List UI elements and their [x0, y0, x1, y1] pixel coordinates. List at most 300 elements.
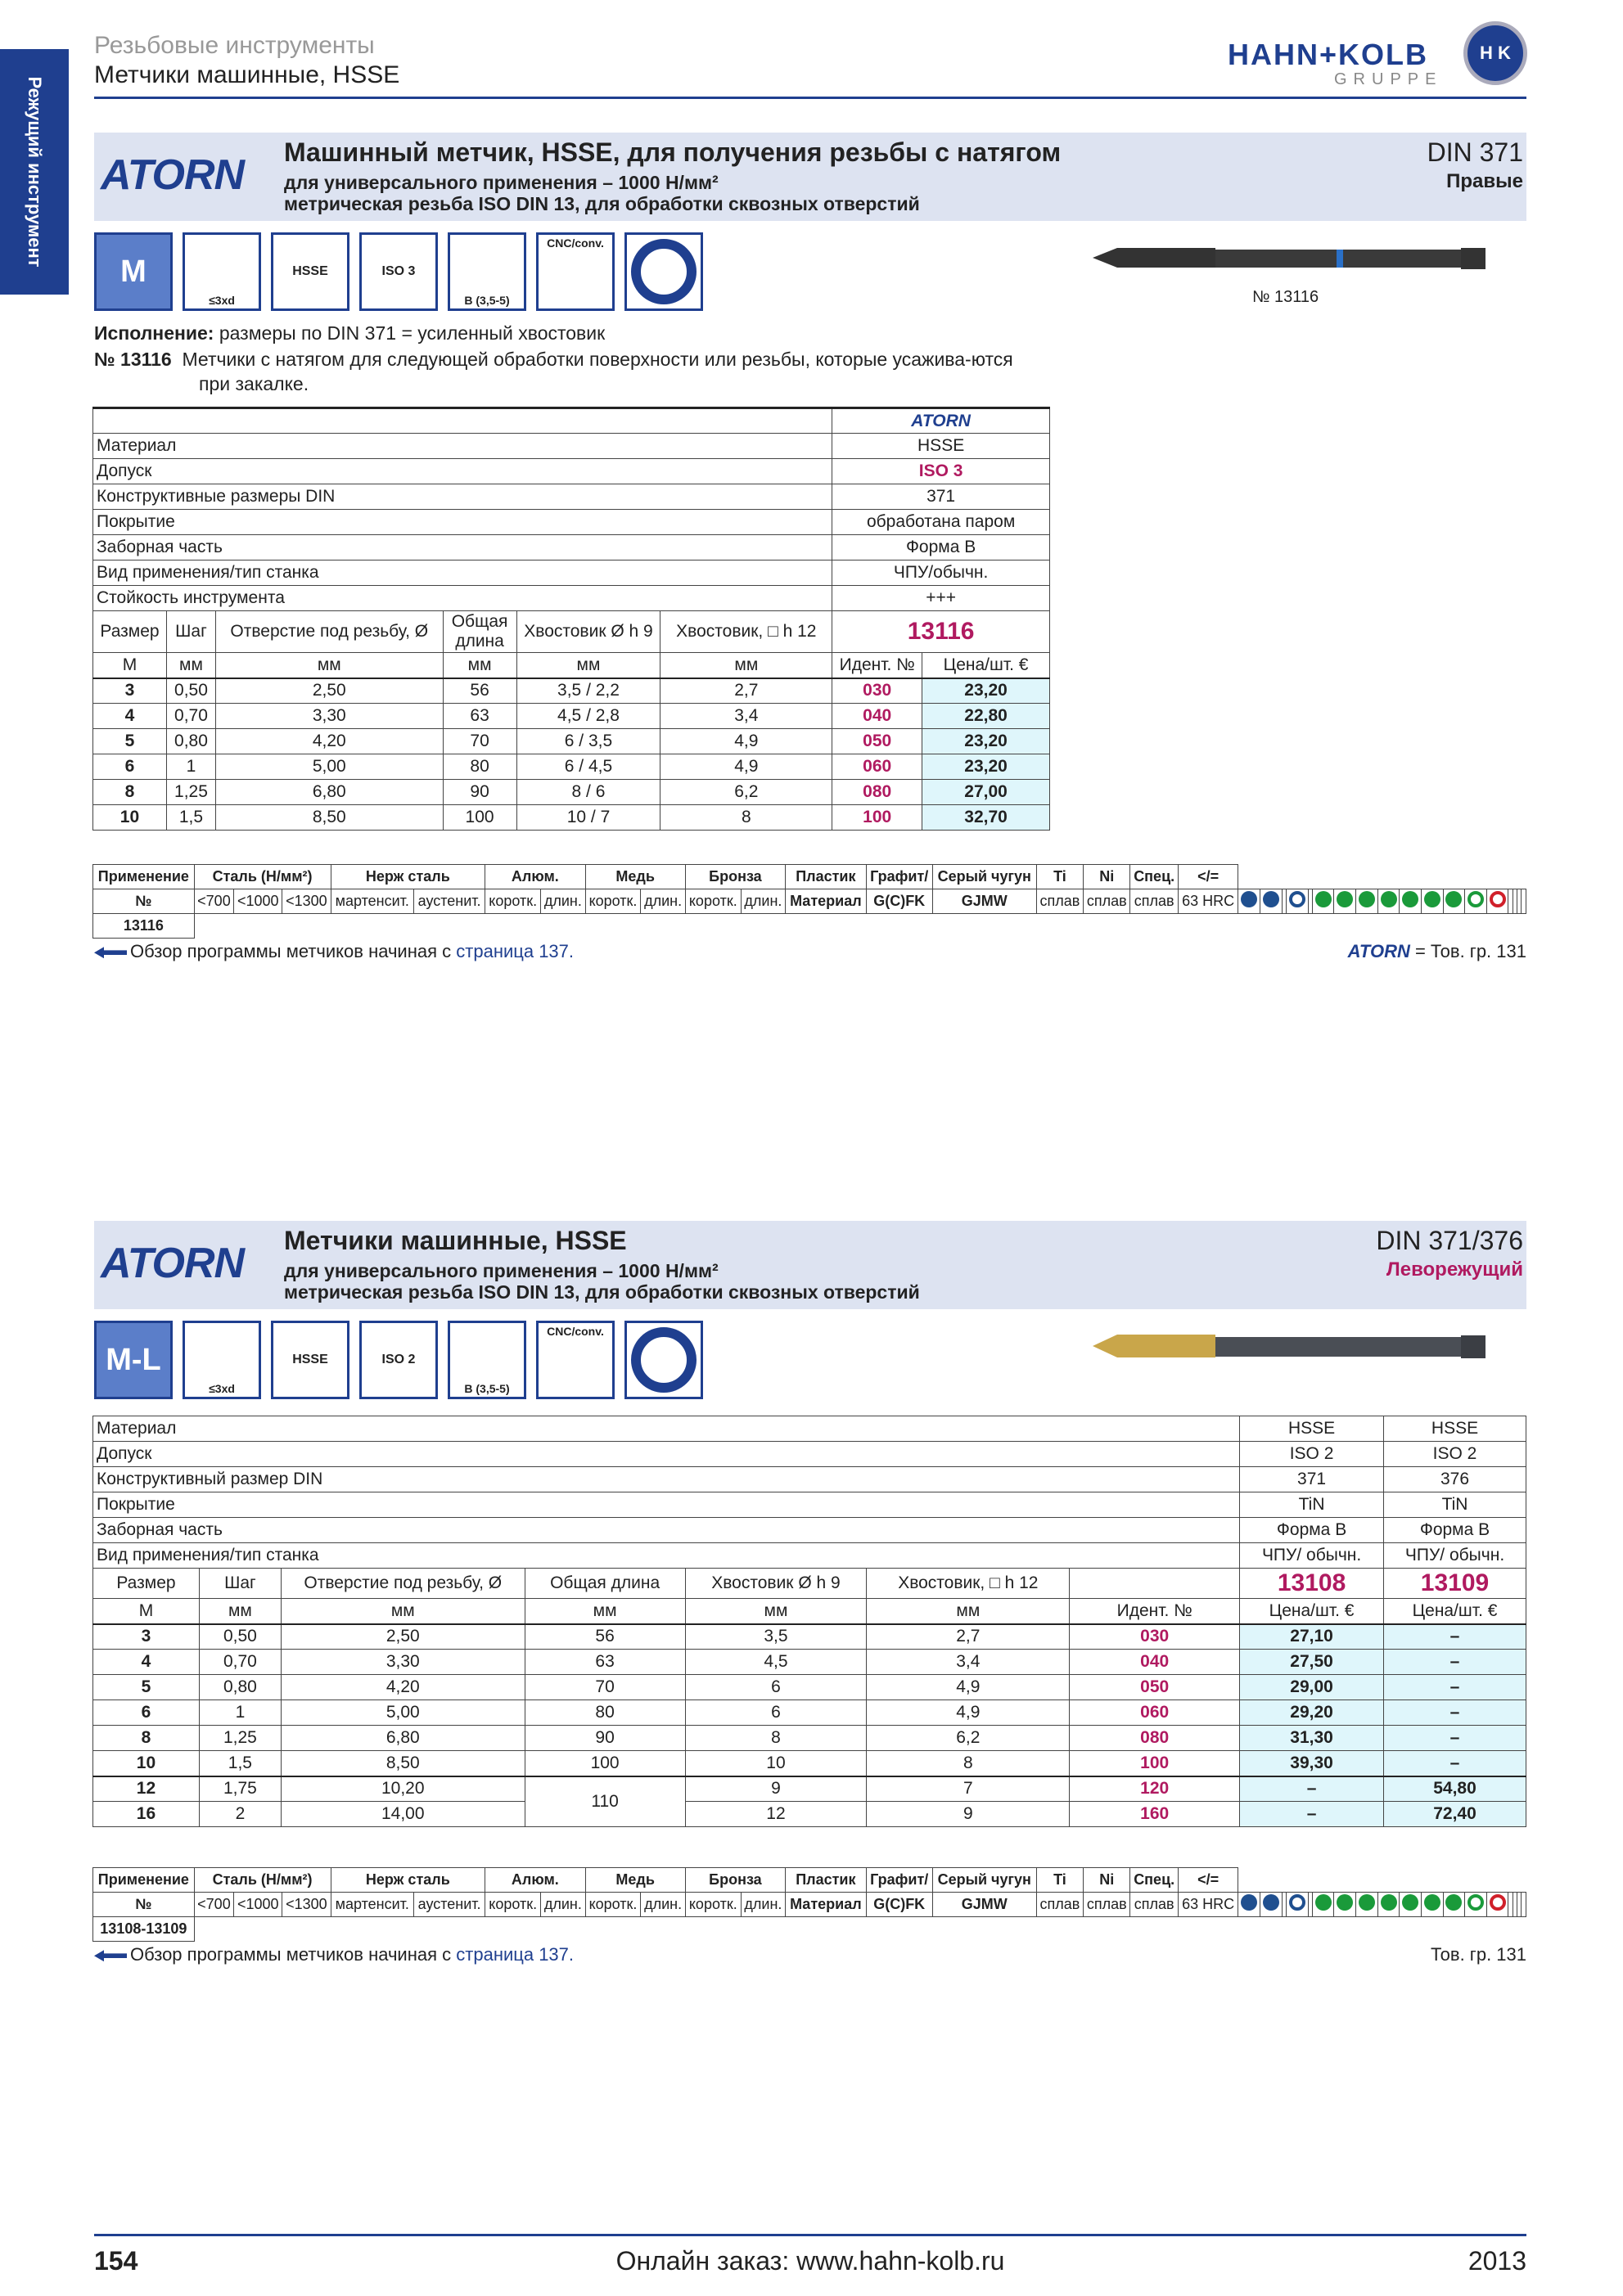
- table-cell: 3,4: [660, 704, 832, 729]
- table-cell: 10: [93, 1751, 200, 1776]
- app-subheader-cell: длин.: [741, 1893, 785, 1917]
- table-cell: 12: [685, 1802, 867, 1827]
- table-cell: 10 / 7: [516, 805, 660, 831]
- app-header-cell: Пластик: [786, 865, 867, 889]
- table-cell: 80: [525, 1700, 685, 1726]
- s1-note1: Исполнение: размеры по DIN 371 = усиленный хвостовик: [94, 322, 606, 344]
- app-header-cell: Графит/: [866, 1868, 932, 1893]
- suitability-dot-icon: [1490, 891, 1506, 907]
- app-header-cell: Сталь (Н/мм²): [194, 865, 331, 889]
- table-cell: 7: [867, 1776, 1070, 1802]
- app-subheader-cell: сплав: [1130, 1893, 1179, 1917]
- table-cell: 4: [93, 704, 167, 729]
- suitability-dot-icon: [1289, 891, 1305, 907]
- table-cell: 23,20: [922, 678, 1050, 704]
- s1-table: ATORN Материал HSSE Допуск ISO 3 Конструктивные размеры DIN 371 Покрытие обработана паром Заборная часть Форма B Вид применения/тип станка ЧПУ/обычн. Стойкость инструмента +++ Размер Шаг Отверстие под резьбу, Ø Общая длина Хвостовик Ø h 9 Хвостовик, □ h 12 13116 M мм мм мм мм мм Идент. № Цена/шт. € 3 0,50 2,50 56 3,5 / 2,2 2,7 030 23,20 4 0,70 3,30 63 4,5 / 2,8 3,4 040 22,80 5 0,80 4,20 70 6 / 3,5 4,9 050 23,20 6 1 5,00 80 6 / 4,5 4,9 060 23,20 8 1,25 6,80 90 8 / 6 6,2 080 27,00 10 1,5 8,50 100 10 / 7 8 100 32,70: [92, 407, 1050, 831]
- app-mark-cell: [1421, 1893, 1443, 1917]
- prop-name: Заборная часть: [93, 535, 832, 560]
- app-header-cell: Медь: [585, 1868, 685, 1893]
- app-mark-cell: [1238, 1893, 1260, 1917]
- app-header-cell: Графит/: [866, 865, 932, 889]
- app-header-cell: Спец.: [1130, 865, 1179, 889]
- suitability-dot-icon: [1424, 891, 1440, 907]
- s1-footnote: Обзор программы метчиков начиная с страница 137.: [94, 941, 574, 962]
- app-subheader-cell: аустенит.: [413, 1893, 485, 1917]
- table-cell: 120: [1070, 1776, 1240, 1802]
- suitability-dot-icon: [1490, 1894, 1506, 1911]
- table-cell: 030: [1070, 1624, 1240, 1650]
- suitability-dot-icon: [1402, 891, 1418, 907]
- table-row: [93, 1675, 1526, 1700]
- table-cell: 3,30: [281, 1650, 525, 1675]
- table-cell: 4,9: [867, 1675, 1070, 1700]
- prop-value: HSSE: [832, 434, 1050, 459]
- table-cell: 1,75: [199, 1776, 281, 1802]
- table-row: [93, 780, 1050, 805]
- table-cell: 3: [93, 678, 167, 704]
- table-row: [93, 805, 1050, 831]
- table-cell: 8,50: [215, 805, 443, 831]
- s2-application-table: [92, 1867, 1526, 1942]
- table-cell: 8,50: [281, 1751, 525, 1776]
- table-cell: 5,00: [215, 754, 443, 780]
- table-cell: 1,5: [199, 1751, 281, 1776]
- prop-value: Форма B: [832, 535, 1050, 560]
- app-subheader-cell: Материал: [786, 889, 867, 914]
- suitability-dot-icon: [1424, 1894, 1440, 1911]
- app-subheader-cell: длин.: [741, 889, 785, 914]
- table-cell: 110: [525, 1776, 685, 1827]
- through-hole-icon: [624, 1321, 703, 1399]
- section1-band: [94, 133, 1526, 221]
- app-header-cell: Ti: [1036, 865, 1083, 889]
- table-cell: 8: [867, 1751, 1070, 1776]
- form-m-icon: M: [94, 232, 173, 311]
- suitability-dot-icon: [1445, 891, 1462, 907]
- app-header-row: [93, 1868, 1526, 1893]
- table-cell: 6,80: [281, 1726, 525, 1751]
- app-mark-cell: [1421, 889, 1443, 914]
- atorn-logo: ATORN: [101, 151, 245, 199]
- chamfer-icon: B (3,5-5): [448, 1321, 526, 1399]
- prop-name: Заборная часть: [93, 1518, 1240, 1543]
- app-subheader-cell: мартенсит.: [331, 889, 413, 914]
- depth-icon: ≤3xd: [183, 232, 261, 311]
- s1-note2: № 13116 Метчики с натягом для следующей обработки поверхности или резьбы, которые усажива-ются при закалке.: [94, 349, 1013, 394]
- prop-value: ISO 3: [832, 459, 1050, 484]
- table-cell: 32,70: [922, 805, 1050, 831]
- s1-sub2: метрическая резьба ISO DIN 13, для обработки сквозных отверстий: [284, 193, 920, 214]
- table-cell: 6: [93, 754, 167, 780]
- table-cell: 4,5: [685, 1650, 867, 1675]
- suitability-dot-icon: [1315, 891, 1332, 907]
- app-mark-cell: [1260, 1893, 1283, 1917]
- table-cell: 6: [93, 1700, 200, 1726]
- app-subheader-cell: коротк.: [685, 1893, 741, 1917]
- suitability-dot-icon: [1263, 1894, 1279, 1911]
- table-cell: 0,80: [199, 1675, 281, 1700]
- table-cell: 1,25: [199, 1726, 281, 1751]
- prop-name: Материал: [93, 1416, 1240, 1442]
- s2-direction: Леворежущий: [1386, 1258, 1523, 1281]
- table-row: [93, 678, 1050, 704]
- app-header-cell: Медь: [585, 865, 685, 889]
- app-mark-cell: [1312, 1893, 1334, 1917]
- table-cell: 4,5 / 2,8: [516, 704, 660, 729]
- prop-name: Допуск: [93, 459, 832, 484]
- col-header: Отверстие под резьбу, Ø: [215, 611, 443, 653]
- s1-sub1: для универсального применения – 1000 Н/мм²: [284, 172, 719, 193]
- tolerance-icon: ISO 3: [359, 232, 438, 311]
- table-cell: 8: [93, 1726, 200, 1751]
- table-cell: 10: [93, 805, 167, 831]
- table-cell: 63: [443, 704, 516, 729]
- app-header-cell: </=: [1178, 865, 1238, 889]
- table-cell: 3,4: [867, 1650, 1070, 1675]
- tolerance-icon: ISO 2: [359, 1321, 438, 1399]
- table-cell: 080: [832, 780, 922, 805]
- page-number: 154: [94, 2246, 138, 2276]
- app-subheader-cell: коротк.: [485, 889, 541, 914]
- year: 2013: [1467, 2246, 1526, 2276]
- app-subheader-cell: аустенит.: [413, 889, 485, 914]
- table-cell: 050: [1070, 1675, 1240, 1700]
- s2-din: DIN 371/376: [1376, 1226, 1523, 1255]
- back-arrow-icon: [94, 947, 127, 958]
- app-mark-cell: [1400, 889, 1422, 914]
- page-link[interactable]: страница 137.: [456, 941, 575, 961]
- table-cell: 030: [832, 678, 922, 704]
- table-cell: –: [1240, 1776, 1384, 1802]
- logo-sub: GRUPPE: [1334, 70, 1443, 88]
- app-header-cell: Бронза: [685, 1868, 785, 1893]
- table-cell: 10: [685, 1751, 867, 1776]
- table-cell: 6,80: [215, 780, 443, 805]
- s1-din: DIN 371: [1427, 137, 1523, 167]
- table-cell: 4,9: [867, 1700, 1070, 1726]
- suitability-dot-icon: [1337, 891, 1353, 907]
- suitability-dot-icon: [1467, 891, 1484, 907]
- table-cell: 3,30: [215, 704, 443, 729]
- suitability-dot-icon: [1337, 1894, 1353, 1911]
- table-cell: 29,20: [1240, 1700, 1384, 1726]
- table-cell: 2,7: [867, 1624, 1070, 1650]
- table-cell: 060: [832, 754, 922, 780]
- table-cell: 70: [443, 729, 516, 754]
- side-tab-label: Режущий инструмент: [25, 76, 45, 268]
- app-mark-cell: [1334, 889, 1356, 914]
- s1-application-table: [92, 864, 1526, 939]
- prop-value: обработана паром: [832, 510, 1050, 535]
- table-row: [93, 1624, 1526, 1650]
- app-mark-cell: [1465, 889, 1487, 914]
- app-header-cell: Ni: [1084, 1868, 1130, 1893]
- s1-direction: Правые: [1446, 170, 1523, 192]
- table-cell: 1,5: [166, 805, 215, 831]
- table-cell: 3,5: [685, 1624, 867, 1650]
- app-subheader-cell: длин.: [641, 1893, 685, 1917]
- table-cell: 2,50: [215, 678, 443, 704]
- cnc-icon: CNC/conv.: [536, 232, 615, 311]
- app-mark-cell: [1465, 1893, 1487, 1917]
- table-cell: 27,50: [1240, 1650, 1384, 1675]
- app-subheader-cell: коротк.: [485, 1893, 541, 1917]
- app-subheader-cell: сплав: [1036, 889, 1083, 914]
- page-header: [94, 31, 399, 90]
- prop-name: Покрытие: [93, 510, 832, 535]
- prop-value: ЧПУ/обычн.: [832, 560, 1050, 586]
- app-header-cell: Бронза: [685, 865, 785, 889]
- table-cell: –: [1384, 1650, 1526, 1675]
- tap-label: № 13116: [1252, 288, 1319, 306]
- app-subheader-cell: мартенсит.: [331, 1893, 413, 1917]
- app-subheader-cell: №: [93, 889, 195, 914]
- s1-group-ref: ATORN = Тов. гр. 131: [1347, 941, 1526, 961]
- table-cell: 5: [93, 1675, 200, 1700]
- table-cell: 72,40: [1384, 1802, 1526, 1827]
- app-mark-cell: [1377, 1893, 1400, 1917]
- suitability-dot-icon: [1263, 891, 1279, 907]
- table-cell: 6 / 4,5: [516, 754, 660, 780]
- app-header-cell: Серый чугун: [932, 865, 1036, 889]
- table-cell: 1,25: [166, 780, 215, 805]
- order-url: Онлайн заказ: www.hahn-kolb.ru: [615, 2246, 1005, 2276]
- material-icon: HSSE: [271, 232, 349, 311]
- app-mark-cell: [1356, 1893, 1378, 1917]
- prop-name: Допуск: [93, 1442, 1240, 1467]
- table-cell: 100: [1070, 1751, 1240, 1776]
- table-cell: 9: [685, 1776, 867, 1802]
- table-cell: 9: [867, 1802, 1070, 1827]
- suitability-dot-icon: [1359, 891, 1375, 907]
- table-cell: 5,00: [281, 1700, 525, 1726]
- app-subheader-cell: <700: [194, 1893, 234, 1917]
- s2-table: Материал HSSE HSSE Допуск ISO 2 ISO 2 Конструктивный размер DIN 371 376 Покрытие TiN TiN Заборная часть Форма B Форма B Вид применения/тип станка ЧПУ/ обычн. ЧПУ/ обычн. Размер Шаг Отверстие под резьбу, Ø Общая длина Хвостовик Ø h 9 Хвостовик, □ h 12 13108 13109 M мм мм мм мм мм Идент. № Цена/шт. € Цена/шт. € 3 0,50 2,50 56 3,5 2,7 030 27,10 – 4 0,70 3,30 63 4,5 3,4 040 27,50 – 5 0,80 4,20 70 6 4,9 050 29,00 – 6 1 5,00 80 6 4,9 060 29,20 – 8 1,25 6,80 90 8 6,2 080 31,30 – 10 1,5 8,50 100 10 8 100 39,30 – 12 1,75 10,20 110 9 7 120 – 54,80 16 2 14,00 12 9 160 – 72,40: [92, 1416, 1526, 1827]
- app-subheader-cell: длин.: [641, 889, 685, 914]
- table-cell: 56: [443, 678, 516, 704]
- app-mark-cell: [1443, 889, 1465, 914]
- app-mark-cell: [1443, 1893, 1465, 1917]
- app-subheader-cell: сплав: [1084, 1893, 1130, 1917]
- app-subheader-cell: коротк.: [585, 1893, 641, 1917]
- app-subheader-row: [93, 889, 1526, 914]
- table-row: [93, 754, 1050, 780]
- prop-name: Конструктивные размеры DIN: [93, 484, 832, 510]
- app-mark-cell: [1312, 889, 1334, 914]
- suitability-dot-icon: [1289, 1894, 1305, 1911]
- table-cell: 6: [685, 1675, 867, 1700]
- table-cell: 040: [1070, 1650, 1240, 1675]
- chamfer-icon: B (3,5-5): [448, 232, 526, 311]
- table-cell: 060: [1070, 1700, 1240, 1726]
- back-arrow-icon: [94, 1950, 127, 1961]
- table-cell: 12: [93, 1776, 200, 1802]
- app-header-row: [93, 865, 1526, 889]
- table-cell: 6,2: [867, 1726, 1070, 1751]
- logo-mark-icon: H K: [1463, 21, 1527, 85]
- table-row: [93, 1802, 1526, 1827]
- prop-name: Покрытие: [93, 1492, 1240, 1518]
- app-subheader-cell: GJMW: [932, 1893, 1036, 1917]
- app-subheader-cell: 63 HRC: [1178, 1893, 1238, 1917]
- app-mark-cell: [1356, 889, 1378, 914]
- article-number: 13116: [832, 611, 1050, 653]
- table-cell: 040: [832, 704, 922, 729]
- table-cell: 4,20: [215, 729, 443, 754]
- table-cell: 0,80: [166, 729, 215, 754]
- table-cell: 8 / 6: [516, 780, 660, 805]
- table-cell: 16: [93, 1802, 200, 1827]
- app-subheader-cell: длин.: [541, 1893, 585, 1917]
- suitability-dot-icon: [1241, 891, 1257, 907]
- table-cell: –: [1384, 1751, 1526, 1776]
- s2-sub1: для универсального применения – 1000 Н/мм²: [284, 1260, 719, 1281]
- table-cell: 2,7: [660, 678, 832, 704]
- table-cell: –: [1384, 1675, 1526, 1700]
- prop-name: Стойкость инструмента: [93, 586, 832, 611]
- app-subheader-cell: длин.: [541, 889, 585, 914]
- hahn-kolb-logo: [1228, 15, 1531, 97]
- s2-group-ref: Тов. гр. 131: [1430, 1944, 1526, 1965]
- table-cell: 29,00: [1240, 1675, 1384, 1700]
- app-header-cell: </=: [1178, 1868, 1238, 1893]
- app-header-cell: Ti: [1036, 1868, 1083, 1893]
- app-mark-cell: [1522, 889, 1526, 914]
- table-cell: 100: [832, 805, 922, 831]
- app-subheader-cell: коротк.: [585, 889, 641, 914]
- header-category: Резьбовые инструменты: [94, 32, 375, 59]
- app-subheader-cell: <1300: [282, 1893, 331, 1917]
- app-subheader-cell: <1000: [234, 1893, 282, 1917]
- section2-band: [94, 1221, 1526, 1309]
- app-subheader-cell: сплав: [1036, 1893, 1083, 1917]
- suitability-dot-icon: [1241, 1894, 1257, 1911]
- table-cell: 10,20: [281, 1776, 525, 1802]
- table-cell: 8: [93, 780, 167, 805]
- app-subheader-cell: <1000: [234, 889, 282, 914]
- article-number: 13109: [1384, 1569, 1526, 1599]
- table-cell: 3: [93, 1624, 200, 1650]
- app-header-cell: Алюм.: [485, 1868, 585, 1893]
- app-header-cell: Нерж сталь: [331, 865, 485, 889]
- table-row: [93, 729, 1050, 754]
- table-cell: 3,5 / 2,2: [516, 678, 660, 704]
- table-cell: 6 / 3,5: [516, 729, 660, 754]
- prop-name: Материал: [93, 434, 832, 459]
- prop-value: +++: [832, 586, 1050, 611]
- suitability-dot-icon: [1315, 1894, 1332, 1911]
- table-cell: 4,20: [281, 1675, 525, 1700]
- app-mark-cell: [1286, 1893, 1308, 1917]
- col-header: Размер: [93, 611, 167, 653]
- suitability-dot-icon: [1467, 1894, 1484, 1911]
- col-header: Хвостовик Ø h 9: [516, 611, 660, 653]
- table-cell: 1: [199, 1700, 281, 1726]
- app-mark-cell: [1486, 889, 1508, 914]
- app-mark-cell: [1260, 889, 1283, 914]
- app-subheader-cell: коротк.: [685, 889, 741, 914]
- table-cell: 4,9: [660, 729, 832, 754]
- suitability-dot-icon: [1402, 1894, 1418, 1911]
- s2-footnote: Обзор программы метчиков начиная с страница 137.: [94, 1944, 574, 1965]
- app-header-cell: Пластик: [786, 1868, 867, 1893]
- s1-title: Машинный метчик, HSSE, для получения резьбы с натягом: [284, 137, 1062, 167]
- footer-rule: [94, 2234, 1526, 2236]
- table-cell: 56: [525, 1624, 685, 1650]
- table-cell: 080: [1070, 1726, 1240, 1751]
- table-cell: 23,20: [922, 729, 1050, 754]
- table-cell: 27,00: [922, 780, 1050, 805]
- app-subheader-cell: <1300: [282, 889, 331, 914]
- app-mark-cell: [1400, 1893, 1422, 1917]
- app-subheader-row: [93, 1893, 1526, 1917]
- app-article: 13116: [93, 914, 195, 939]
- side-tab: [0, 49, 69, 295]
- app-header-cell: Серый чугун: [932, 1868, 1036, 1893]
- col-header: Общая длина: [443, 611, 516, 653]
- form-ml-icon: M-L: [94, 1321, 173, 1399]
- app-header-cell: Применение: [93, 865, 195, 889]
- table-cell: 23,20: [922, 754, 1050, 780]
- page-link[interactable]: страница 137.: [456, 1944, 575, 1965]
- table-cell: 90: [443, 780, 516, 805]
- app-subheader-cell: G(C)FK: [866, 1893, 932, 1917]
- table-cell: –: [1240, 1802, 1384, 1827]
- app-subheader-cell: сплав: [1084, 889, 1130, 914]
- app-mark-cell: [1522, 1893, 1526, 1917]
- cnc-icon: CNC/conv.: [536, 1321, 615, 1399]
- tap-image-2: [1093, 1321, 1485, 1371]
- s2-title: Метчики машинные, HSSE: [284, 1226, 627, 1255]
- table-cell: 63: [525, 1650, 685, 1675]
- table-cell: –: [1384, 1624, 1526, 1650]
- table-cell: 5: [93, 729, 167, 754]
- prop-name: Вид применения/тип станка: [93, 1543, 1240, 1569]
- table-cell: 27,10: [1240, 1624, 1384, 1650]
- col-header: Шаг: [166, 611, 215, 653]
- prop-name: Вид применения/тип станка: [93, 560, 832, 586]
- table-cell: 1: [166, 754, 215, 780]
- suitability-dot-icon: [1359, 1894, 1375, 1911]
- app-subheader-cell: 63 HRC: [1178, 889, 1238, 914]
- suitability-dot-icon: [1381, 891, 1397, 907]
- table-cell: 14,00: [281, 1802, 525, 1827]
- prop-name: Конструктивный размер DIN: [93, 1467, 1240, 1492]
- table-cell: 6,2: [660, 780, 832, 805]
- app-header-cell: Алюм.: [485, 865, 585, 889]
- table-row: [93, 1751, 1526, 1776]
- app-mark-cell: [1486, 1893, 1508, 1917]
- table-cell: 0,50: [166, 678, 215, 704]
- table-row: [93, 1726, 1526, 1751]
- app-header-cell: Ni: [1084, 865, 1130, 889]
- s2-icons: [94, 1321, 703, 1399]
- table-cell: 2: [199, 1802, 281, 1827]
- table-cell: 39,30: [1240, 1751, 1384, 1776]
- app-subheader-cell: №: [93, 1893, 195, 1917]
- table-cell: 22,80: [922, 704, 1050, 729]
- table-cell: 100: [525, 1751, 685, 1776]
- material-icon: HSSE: [271, 1321, 349, 1399]
- app-mark-cell: [1334, 1893, 1356, 1917]
- table-cell: 4: [93, 1650, 200, 1675]
- app-article: 13108-13109: [93, 1917, 195, 1942]
- table-cell: 70: [525, 1675, 685, 1700]
- app-header-cell: Сталь (Н/мм²): [194, 1868, 331, 1893]
- app-header-cell: Спец.: [1130, 1868, 1179, 1893]
- app-subheader-cell: <700: [194, 889, 234, 914]
- app-header-cell: Нерж сталь: [331, 1868, 485, 1893]
